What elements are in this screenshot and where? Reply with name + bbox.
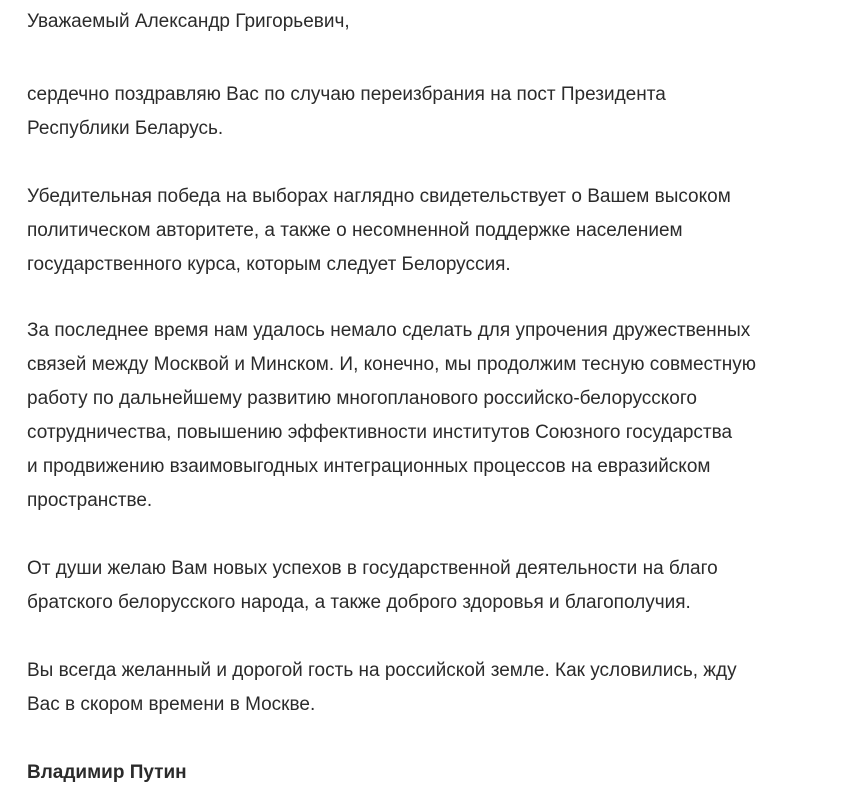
letter-greeting: Уважаемый Александр Григорьевич, bbox=[27, 11, 350, 32]
letter-signature: Владимир Путин bbox=[27, 762, 187, 783]
letter-paragraph bbox=[27, 78, 845, 146]
letter-paragraph bbox=[27, 552, 845, 620]
paragraph-line: сотрудничества, повышению эффективности институтов Союзного государства bbox=[27, 422, 733, 443]
paragraph-line: За последнее время нам удалось немало сделать для упрочения дружественных bbox=[27, 320, 751, 341]
paragraph-line: Вас в скором времени в Москве. bbox=[27, 694, 316, 715]
paragraph-line: политическом авторитете, а также о несомненной поддержке населением bbox=[27, 220, 683, 241]
paragraph-line: и продвижению взаимовыгодных интеграционных процессов на евразийском bbox=[27, 456, 711, 477]
paragraph-line: государственного курса, которым следует Белоруссия. bbox=[27, 254, 511, 275]
paragraph-line: Убедительная победа на выборах наглядно свидетельствует о Вашем высоком bbox=[27, 186, 731, 207]
paragraph-line: Вы всегда желанный и дорогой гость на российской земле. Как условились, жду bbox=[27, 660, 737, 681]
paragraph-line: работу по дальнейшему развитию многопланового российско-белорусского bbox=[27, 388, 697, 409]
paragraph-line: Республики Беларусь. bbox=[27, 118, 224, 139]
letter-paragraph bbox=[27, 180, 845, 282]
paragraph-line: пространстве. bbox=[27, 490, 153, 511]
paragraph-line: От души желаю Вам новых успехов в государственной деятельности на благо bbox=[27, 558, 718, 579]
paragraph-line: связей между Москвой и Минском. И, конечно, мы продолжим тесную совместную bbox=[27, 354, 756, 375]
letter-paragraph bbox=[27, 654, 845, 722]
paragraph-line: сердечно поздравляю Вас по случаю переизбрания на пост Президента bbox=[27, 84, 666, 105]
paragraph-line: братского белорусского народа, а также доброго здоровья и благополучия. bbox=[27, 592, 691, 613]
letter-paragraph bbox=[27, 314, 845, 518]
